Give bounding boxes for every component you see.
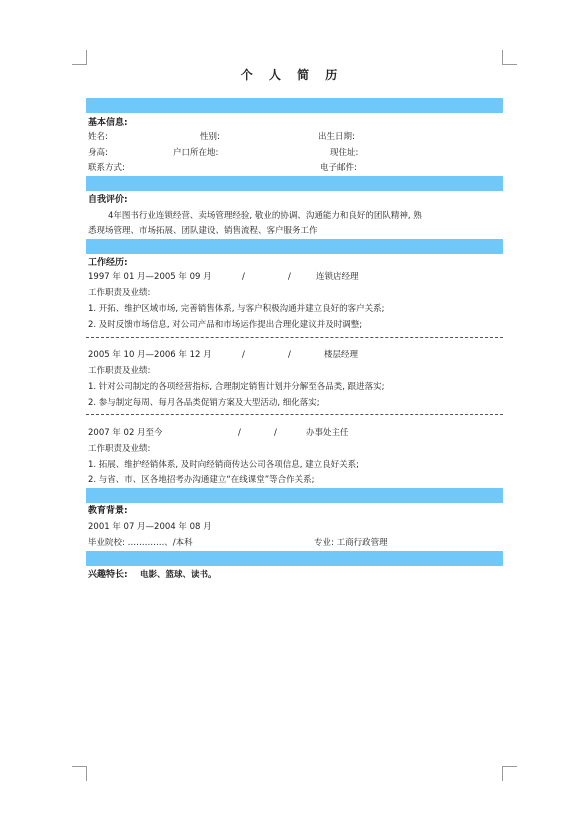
job-position: 楼层经理 — [324, 350, 359, 360]
height-label: 身高: — [88, 148, 108, 158]
divider — [86, 414, 503, 415]
email-label: 电子邮件: — [320, 163, 357, 173]
job-position: 连锁店经理 — [316, 272, 359, 282]
work-heading: 工作经历: — [88, 258, 128, 268]
gender-label: 性别: — [200, 132, 220, 142]
job-period: 2007 年 02 月至今 — [88, 428, 163, 438]
self-heading: 自我评价: — [88, 195, 128, 205]
job-period: 1997 年 01 月—2005 年 09 月 — [88, 272, 212, 282]
edu-heading: 教育背景: — [88, 506, 128, 516]
job-duty-item: 2. 及时反馈市场信息, 对公司产品和市场运作提出合理化建议并及时调整; — [88, 320, 363, 330]
job-separator: / — [288, 350, 291, 360]
job-duty-item: 2. 参与制定每周、每月各品类促销方案及大型活动, 细化落实; — [88, 398, 320, 408]
job-separator: / — [274, 428, 277, 438]
job-separator: / — [242, 272, 245, 282]
self-text-line-1: 4年图书行业连锁经营、卖场管理经验, 敬业的协调、沟通能力和良好的团队精神, 熟 — [108, 211, 422, 221]
name-label: 姓名: — [88, 132, 108, 142]
crop-mark-top-right — [502, 50, 517, 65]
section-bar — [86, 98, 503, 113]
job-duty-item: 1. 针对公司制定的各项经营指标, 合理制定销售计划并分解至各品类, 跟进落实; — [88, 382, 385, 392]
job-position: 办事处主任 — [306, 428, 349, 438]
job-duties-label: 工作职责及业绩: — [88, 366, 151, 376]
crop-mark-top-left — [72, 50, 87, 65]
job-duty-item: 1. 开拓、维护区域市场, 完善销售体系, 与客户积极沟通并建立良好的客户关系; — [88, 304, 385, 314]
self-text-line-2: 悉现场管理、市场拓展、团队建设、销售流程、客户服务工作 — [88, 226, 318, 236]
hobby-heading: 兴趣特长: — [88, 570, 128, 580]
edu-major: 专业: 工商行政管理 — [314, 538, 388, 548]
address-label: 现住址: — [330, 148, 359, 158]
job-duties-label: 工作职责及业绩: — [88, 444, 151, 454]
hukou-label: 户口所在地: — [173, 148, 219, 158]
contact-label: 联系方式: — [88, 163, 125, 173]
divider — [86, 337, 503, 338]
section-bar — [86, 551, 503, 566]
crop-mark-bottom-left — [72, 766, 87, 781]
job-duty-item: 1. 拓展、维护经销体系, 及时向经销商传达公司各项信息, 建立良好关系; — [88, 460, 359, 470]
section-bar — [86, 239, 503, 254]
crop-mark-bottom-right — [502, 766, 517, 781]
page-title: 个 人 简 历 — [240, 68, 344, 82]
basic-heading: 基本信息: — [88, 118, 128, 128]
job-duties-label: 工作职责及业绩: — [88, 288, 151, 298]
edu-school: 毕业院校: ………….、/本科 — [88, 538, 193, 548]
job-separator: / — [288, 272, 291, 282]
section-bar — [86, 488, 503, 503]
job-duty-item: 2. 与省、市、区各地招考办沟通建立“在线课堂”等合作关系; — [88, 475, 315, 485]
edu-period: 2001 年 07 月—2004 年 08 月 — [88, 522, 212, 532]
job-separator: / — [242, 350, 245, 360]
job-separator: / — [238, 428, 241, 438]
section-bar — [86, 176, 503, 191]
hobby-text: 电影、篮球、读书。 — [140, 570, 217, 580]
job-period: 2005 年 10 月—2006 年 12 月 — [88, 350, 212, 360]
birth-label: 出生日期: — [318, 132, 355, 142]
